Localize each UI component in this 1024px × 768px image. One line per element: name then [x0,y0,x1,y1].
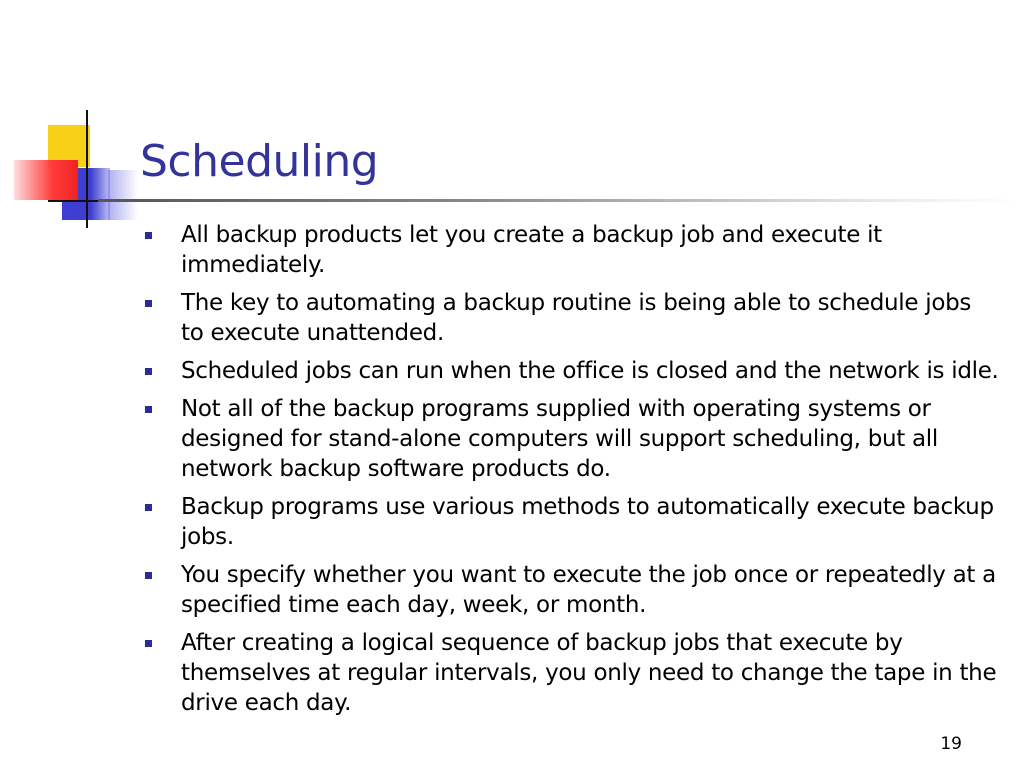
bullet-text: The key to automating a backup routine is being able to schedule jobs to execute unattended. [181,290,972,346]
bullet-item [140,492,1000,552]
bullet-square-icon [145,368,152,375]
bullet-item [140,394,1000,484]
bullet-item [140,560,1000,620]
title-underline [98,199,1018,202]
bullet-item [140,220,1000,280]
bullet-text: All backup products let you create a backup job and execute it immediately. [181,222,882,278]
bullet-item [140,356,1000,386]
bullet-text: After creating a logical sequence of backup jobs that execute by themselves at regular intervals, you only need to change the tape in the drive each day. [181,630,997,716]
bullet-text: Backup programs use various methods to automatically execute backup jobs. [181,494,994,550]
bullet-square-icon [145,572,152,579]
bullet-square-icon [145,232,152,239]
bullet-text: Scheduled jobs can run when the office is closed and the network is idle. [181,358,999,384]
bullet-item [140,628,1000,718]
slide-title: Scheduling [140,136,379,187]
page-number: 19 [940,734,962,754]
bullet-text: Not all of the backup programs supplied with operating systems or designed for stand-alone computers will support scheduling, but all network backup software products do. [181,396,938,482]
logo-red-bar [14,160,78,200]
logo-blue-fade [108,170,138,220]
bullet-text: You specify whether you want to execute the job once or repeatedly at a specified time each day, week, or month. [181,562,996,618]
bullet-square-icon [145,640,152,647]
bullet-square-icon [145,300,152,307]
bullet-square-icon [145,406,152,413]
bullet-item [140,288,1000,348]
logo-vertical-line [86,110,88,228]
bullet-square-icon [145,504,152,511]
decorative-logo [0,0,140,240]
bullet-list [140,220,1000,726]
